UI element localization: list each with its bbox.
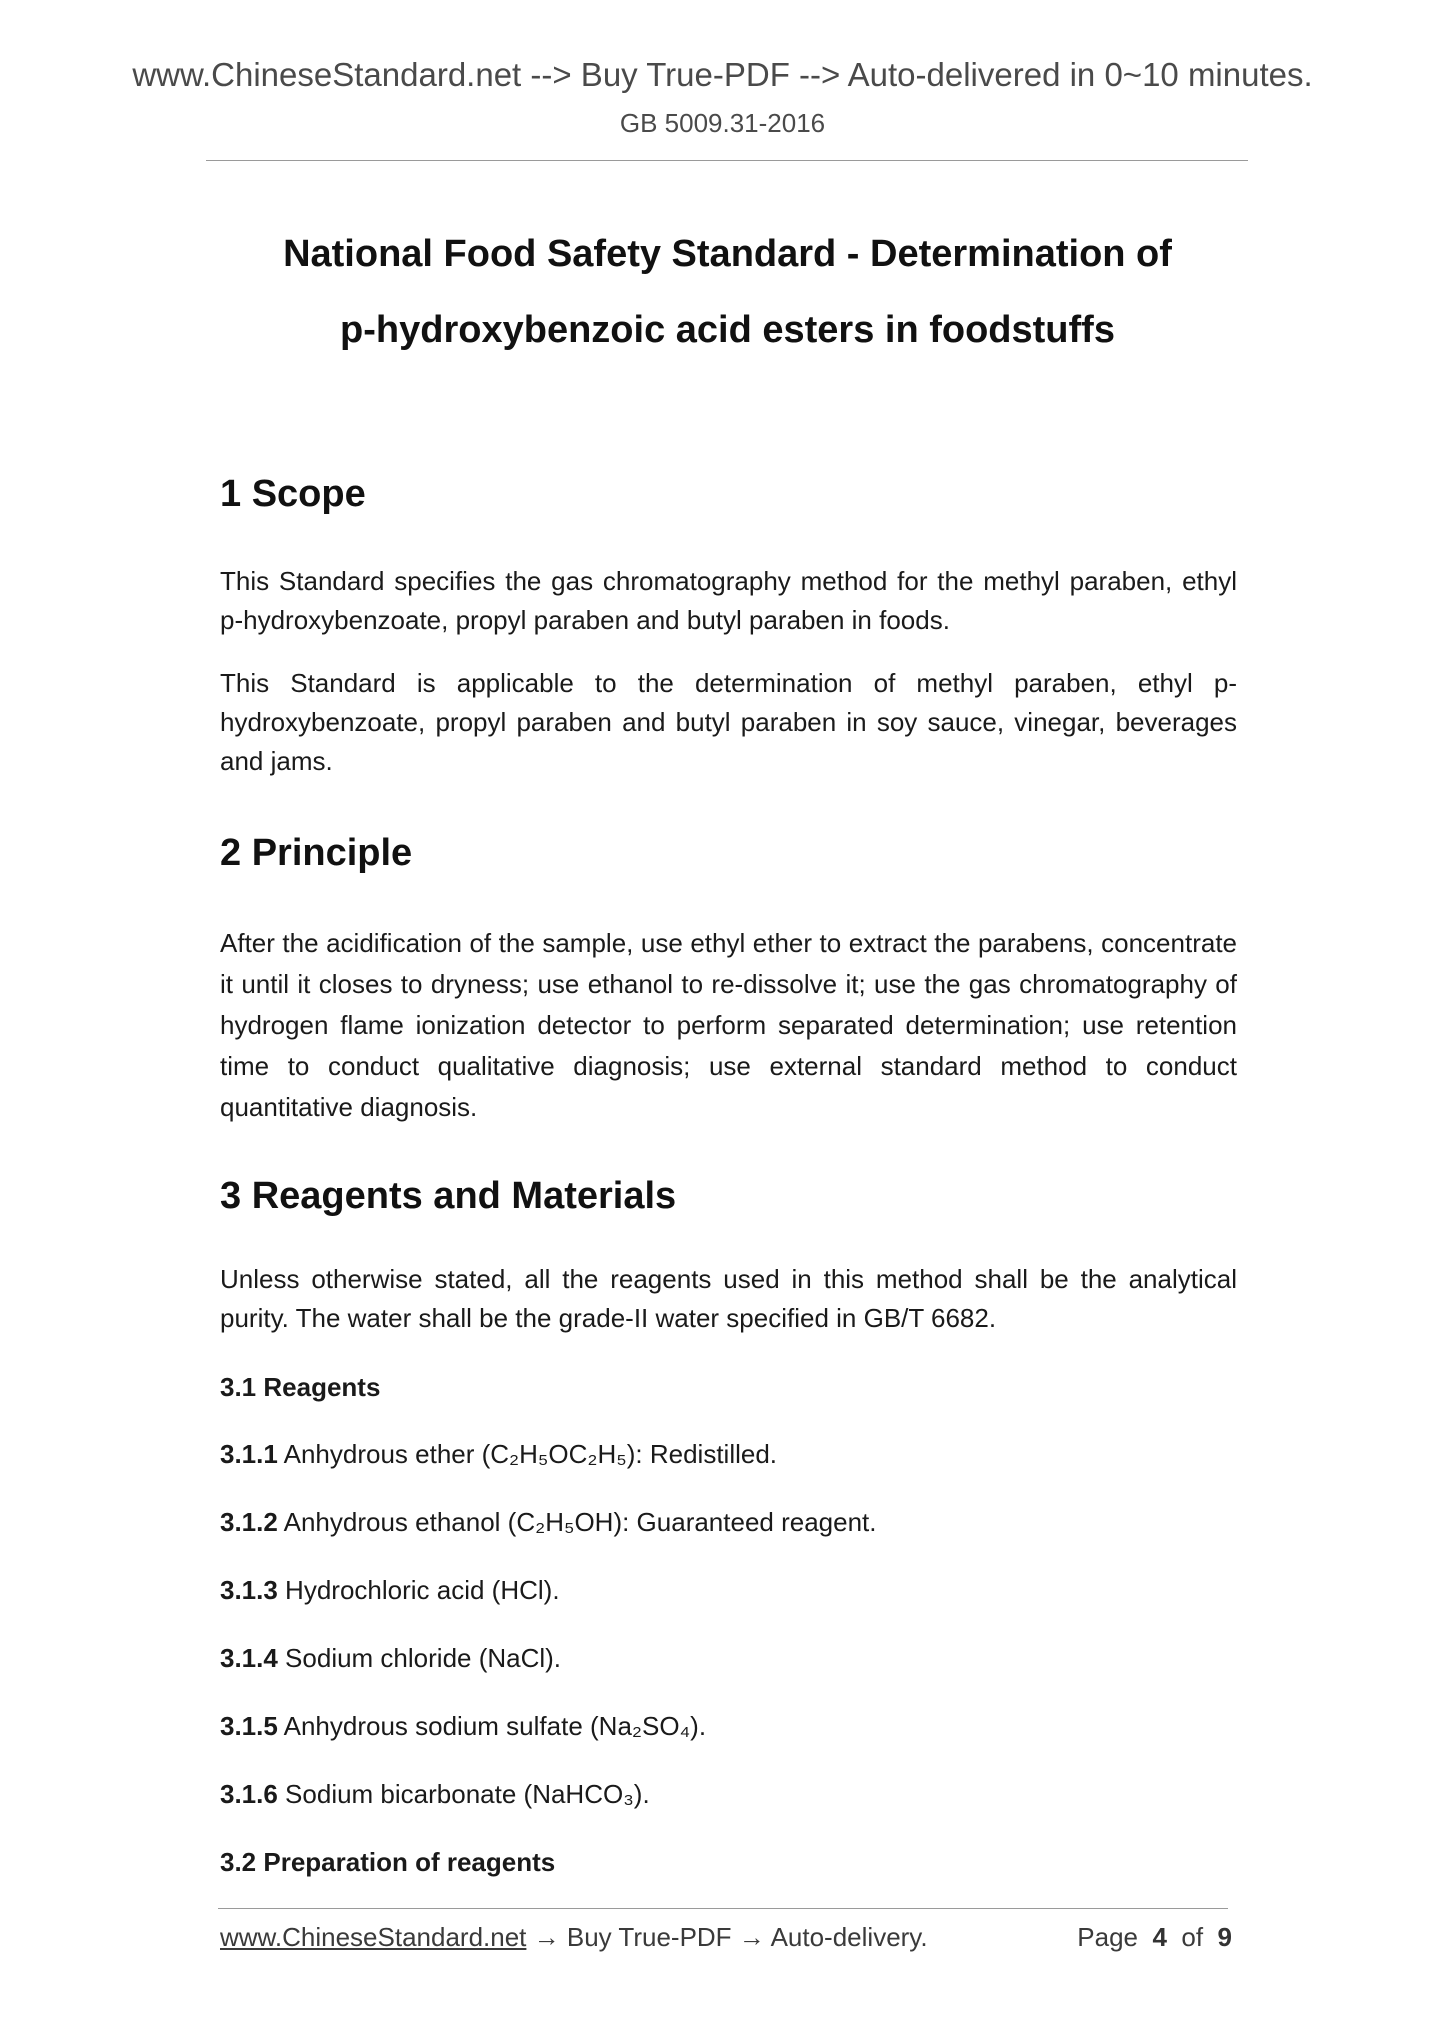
subsection-3-2-heading: 3.2 Preparation of reagents	[220, 1847, 556, 1877]
footer-promo	[220, 1922, 928, 1953]
page-number: 4	[1152, 1922, 1167, 1952]
section-1-paragraph-2: This Standard is applicable to the determination of methyl paraben, ethyl p-hydroxybenzoate, propyl paraben and butyl paraben in soy sauce, vinegar, beverages and jams.	[220, 668, 1237, 776]
reagent-item	[220, 1503, 1237, 1542]
title-line-2: p-hydroxybenzoic acid esters in foodstuffs	[340, 309, 1115, 351]
reagent-text: Sodium chloride (NaCl).	[277, 1643, 562, 1673]
footer-site-link[interactable]: www.ChineseStandard.net	[220, 1922, 527, 1952]
section-3-paragraph-1: Unless otherwise stated, all the reagents used in this method shall be the analytical purity. The water shall be the grade-II water specified in GB/T 6682.	[220, 1264, 1237, 1333]
document-body	[220, 470, 1237, 1882]
reagent-item	[220, 1775, 1237, 1814]
reagent-text: Anhydrous sodium sulfate (Na₂SO₄).	[277, 1711, 707, 1741]
section-2-heading: 2 Principle	[220, 832, 413, 874]
section-1-heading: 1 Scope	[220, 473, 366, 515]
document-title	[160, 216, 1295, 368]
section-3-heading: 3 Reagents and Materials	[220, 1175, 677, 1217]
reagent-number: 3.1.4	[220, 1643, 278, 1673]
reagent-item	[220, 1435, 1237, 1474]
reagent-text: Sodium bicarbonate (NaHCO₃).	[277, 1779, 650, 1809]
subsection-3-1-heading: 3.1 Reagents	[220, 1372, 381, 1402]
header-promo: www.ChineseStandard.net --> Buy True-PDF --> Auto-delivered in 0~10 minutes.	[132, 56, 1313, 93]
reagent-number: 3.1.1	[220, 1439, 278, 1469]
page-total: 9	[1217, 1922, 1232, 1952]
standard-code: GB 5009.31-2016	[619, 108, 826, 138]
footer-divider	[218, 1908, 1228, 1909]
reagent-text: Anhydrous ethanol (C₂H₅OH): Guaranteed reagent.	[277, 1507, 877, 1537]
reagent-number: 3.1.6	[220, 1779, 278, 1809]
reagent-item	[220, 1571, 1237, 1610]
section-2-paragraph-1: After the acidification of the sample, use ethyl ether to extract the parabens, concentrate it until it closes to dryness; use ethanol to re-dissolve it; use the gas chromatography of hydrogen flame ionization detector to perform separated determination; use retention time to conduct qualitative diagnosis; use external standard method to conduct quantitative diagnosis.	[220, 928, 1237, 1122]
title-line-1: National Food Safety Standard - Determination of	[283, 233, 1172, 275]
reagent-item	[220, 1639, 1237, 1678]
reagent-item	[220, 1707, 1237, 1746]
reagent-number: 3.1.3	[220, 1575, 278, 1605]
of-label: of	[1181, 1922, 1204, 1952]
reagent-number: 3.1.5	[220, 1711, 278, 1741]
reagent-text: Hydrochloric acid (HCl).	[277, 1575, 560, 1605]
reagent-number: 3.1.2	[220, 1507, 278, 1537]
section-1-paragraph-1: This Standard specifies the gas chromatography method for the methyl paraben, ethyl p-hydroxybenzoate, propyl paraben and butyl paraben in foods.	[220, 566, 1237, 635]
reagent-text: Anhydrous ether (C₂H₅OC₂H₅): Redistilled.	[277, 1439, 778, 1469]
footer-promo-text: → Buy True-PDF → Auto-delivery.	[526, 1922, 928, 1952]
page-label: Page	[1077, 1922, 1139, 1952]
header-divider	[206, 160, 1248, 161]
page-indicator	[1077, 1922, 1232, 1953]
